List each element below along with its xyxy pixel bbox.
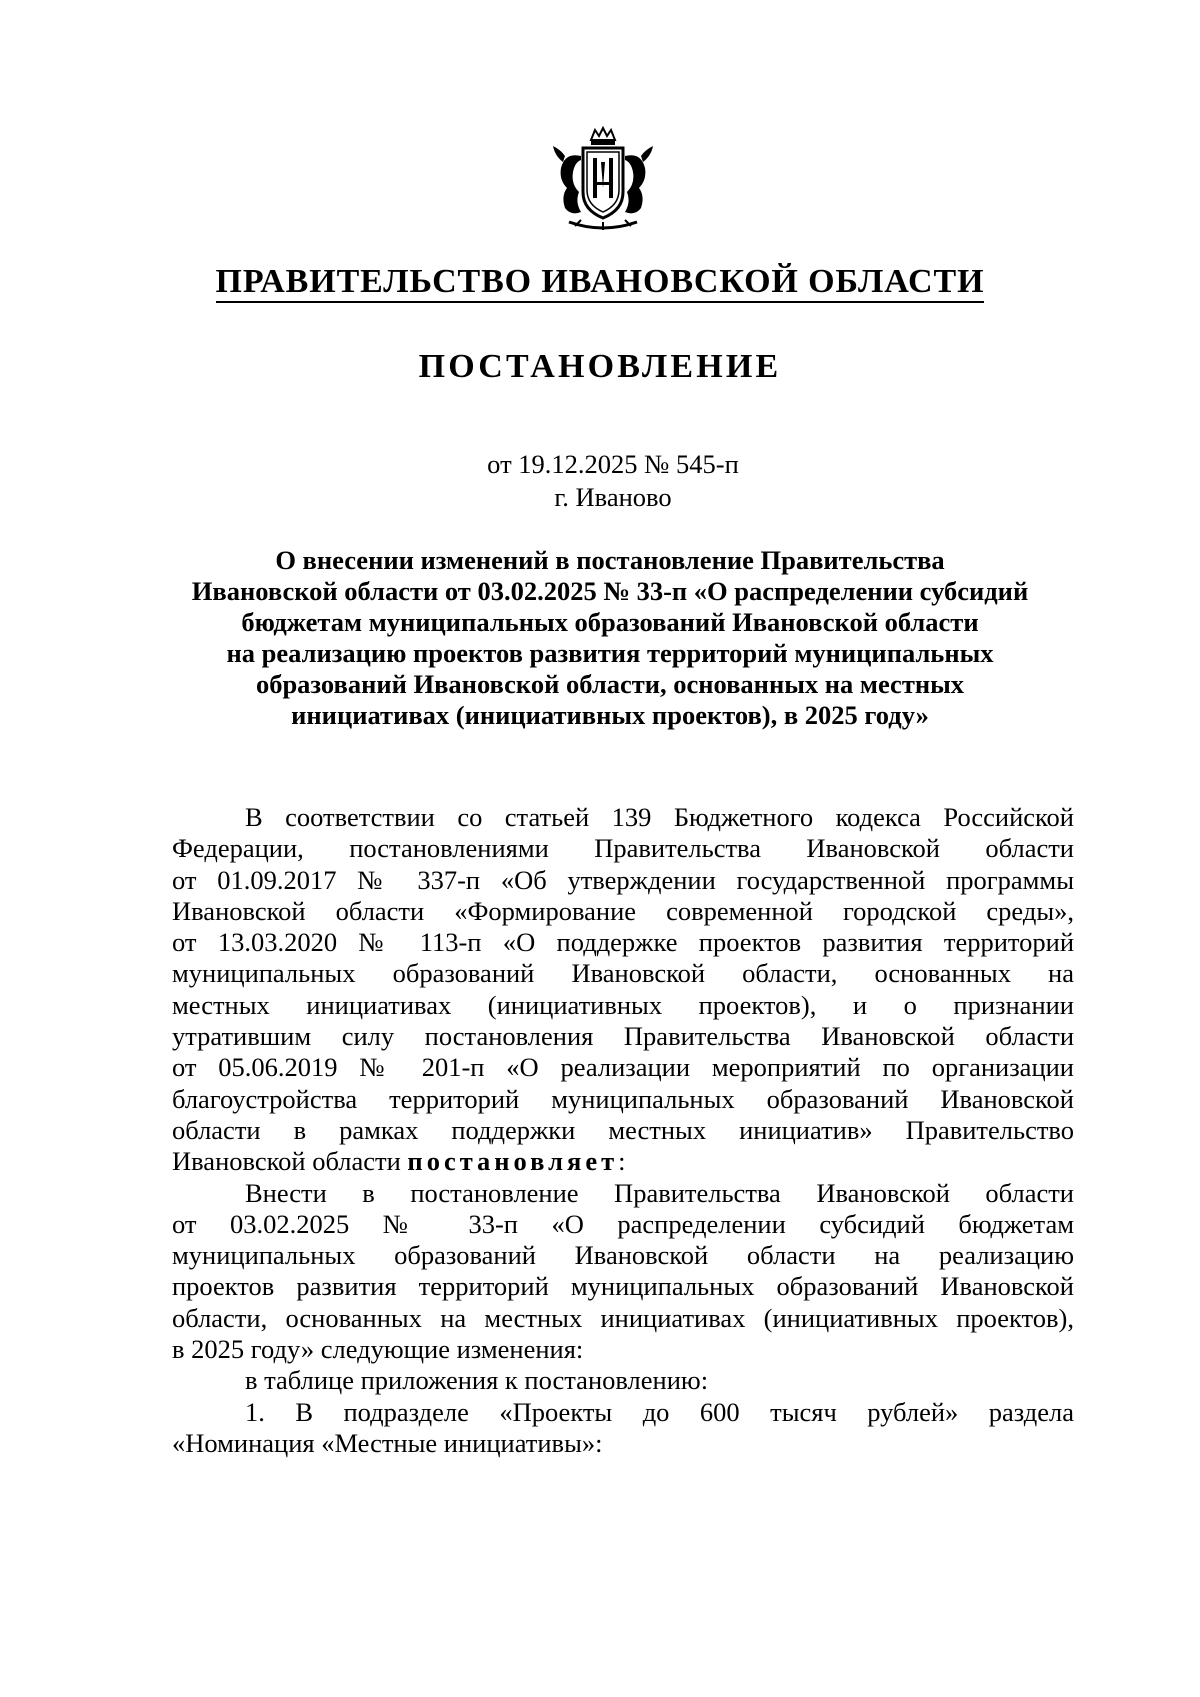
body-line: в 2025 году» следующие изменения:	[172, 1334, 584, 1365]
body-line: В соответствии со статьей 139 Бюджетного кодекса Российской	[245, 802, 1074, 832]
subject-line: на реализацию проектов развития территорий муниципальных	[226, 638, 994, 668]
date-number: от 19.12.2025 № 545-п	[487, 449, 739, 479]
document-body	[172, 802, 1074, 1459]
paragraph-item-1	[172, 1397, 1074, 1460]
body-line: от 03.02.2025 № 33-п «О распределении субсидий бюджетам	[172, 1208, 1074, 1239]
body-text: :	[618, 1146, 626, 1177]
body-line: утратившим силу постановления Правительства Ивановской области	[172, 1021, 1074, 1052]
body-line: в таблице приложения к постановлению:	[245, 1365, 709, 1396]
document-type: ПОСТАНОВЛЕНИЕ	[418, 348, 782, 385]
body-line: местных инициативах (инициативных проектов), и о признании	[172, 989, 1074, 1020]
paragraph-table	[172, 1365, 1074, 1396]
subject-line: бюджетам муниципальных образований Ивановской области	[241, 607, 979, 637]
resolves-emphasis: постановляет	[407, 1146, 619, 1177]
body-line	[172, 1146, 1074, 1177]
body-line: муниципальных образований Ивановской области, основанных на	[172, 958, 1074, 989]
body-line: области, основанных на местных инициативах (инициативных проектов),	[172, 1302, 1074, 1333]
body-line: «Номинация «Местные инициативы»:	[172, 1427, 603, 1458]
body-line: области в рамках поддержки местных инициатив» Правительство	[172, 1114, 1074, 1145]
document-subject	[160, 545, 1060, 731]
paragraph-amendment	[172, 1178, 1074, 1366]
government-title	[0, 262, 1200, 303]
paragraph-preamble	[172, 802, 1074, 1178]
body-line: от 05.06.2019 № 201-п «О реализации мероприятий по организации	[172, 1052, 1074, 1083]
city: г. Иваново	[554, 482, 672, 512]
government-title-text: ПРАВИТЕЛЬСТВО ИВАНОВСКОЙ ОБЛАСТИ	[216, 263, 985, 303]
subject-line: О внесении изменений в постановление Правительства	[275, 545, 945, 575]
subject-line: инициативах (инициативных проектов), в 2025 году»	[291, 700, 929, 730]
body-line: от 01.09.2017 № 337-п «Об утверждении государственной программы	[172, 864, 1074, 895]
body-line: муниципальных образований Ивановской области на реализацию	[172, 1240, 1074, 1271]
subject-line: образований Ивановской области, основанных на местных	[255, 669, 965, 699]
body-line: Внести в постановление Правительства Ивановской области	[245, 1177, 1074, 1208]
body-line: Ивановской области «Формирование современной городской среды»,	[172, 895, 1074, 926]
body-line: проектов развития территорий муниципальных образований Ивановской	[172, 1271, 1074, 1302]
body-line: 1. В подразделе «Проекты до 600 тысяч рублей» раздела	[245, 1396, 1074, 1427]
body-line: благоустройства территорий муниципальных образований Ивановской	[172, 1083, 1074, 1114]
ivanovo-region-coat-of-arms-icon	[551, 126, 655, 234]
body-text: Ивановской области	[172, 1146, 401, 1177]
body-line: от 13.03.2020 № 113-п «О поддержке проектов развития территорий	[172, 927, 1074, 958]
subject-line: Ивановской области от 03.02.2025 № 33-п «О распределении субсидий	[191, 576, 1029, 606]
body-line: Федерации, постановлениями Правительства Ивановской области	[172, 833, 1074, 864]
